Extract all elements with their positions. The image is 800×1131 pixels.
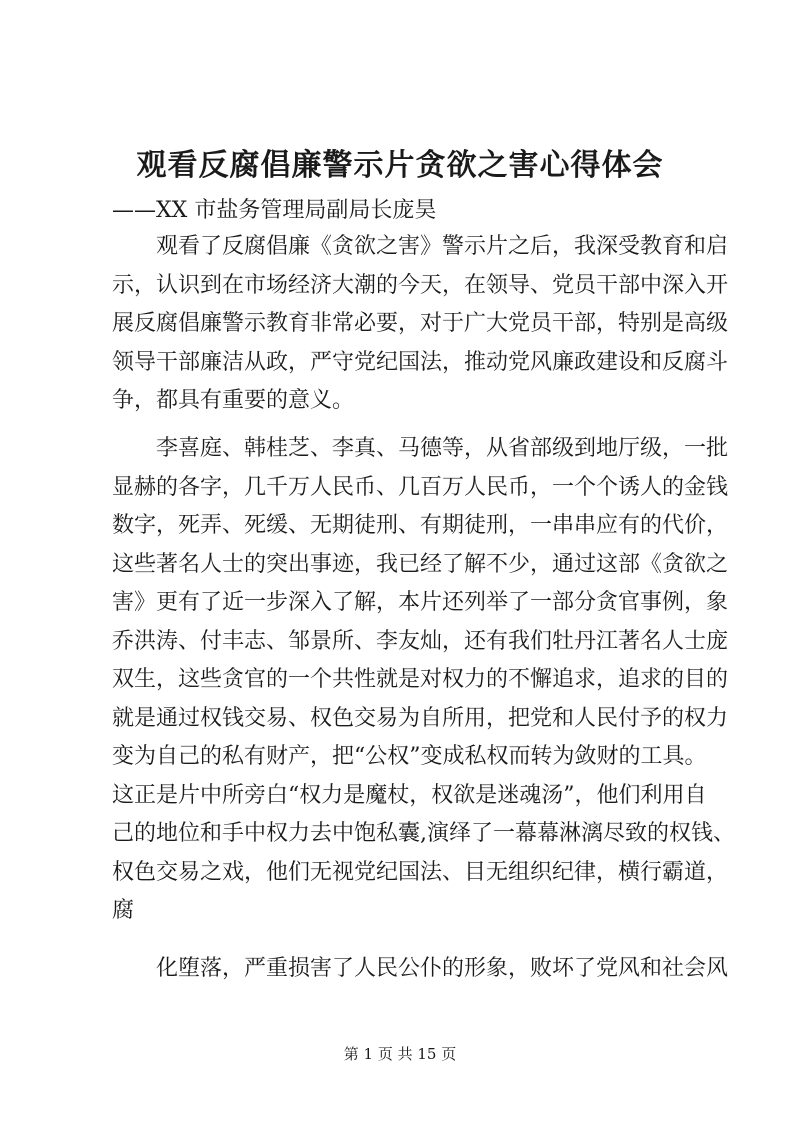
document-subtitle: ——XX 市盐务管理局副局长庞昊 [112, 198, 437, 223]
text-line: 乔洪涛、付丰志、邹景所、李友灿，还有我们牡丹江著名人士庞 [112, 628, 729, 654]
text-line: 数字，死弄、死缓、无期徒刑、有期徒刑，一串串应有的代价， [112, 513, 729, 538]
text-line: 观看了反腐倡廉《贪欲之害》警示片之后，我深受教育和启 [156, 234, 729, 259]
document-title: 观看反腐倡廉警示片贪欲之害心得体会 [136, 148, 664, 183]
text-line: 李喜庭、韩桂芝、李真、马德等，从省部级到地厅级，一批 [156, 436, 729, 461]
text-line: 领导干部廉洁从政，严守党纪国法，推动党风廉政建设和反腐斗 [112, 349, 729, 375]
text-line: 权色交易之戏，他们无视党纪国法、目无组织纪律，横行霸道， [112, 859, 729, 885]
text-line: 己的地位和手中权力去中饱私囊,演绎了一幕幕淋漓尽致的权钱、 [112, 821, 735, 846]
text-line: 显赫的各字，几千万人民币、几百万人民币，一个个诱人的金钱 [112, 474, 729, 500]
text-line: 害》更有了近一步深入了解，本片还列举了一部分贪官事例，象 [112, 590, 729, 615]
text-line: 展反腐倡廉警示教育非常必要，对于广大党员干部，特别是高级 [112, 311, 729, 336]
text-line: 这正是片中所旁白“权力是魔杖，权欲是迷魂汤”，他们利用自 [112, 782, 707, 808]
paragraph-3 [112, 950, 729, 989]
text-line: 这些著名人士的突出事迹，我已经了解不少，通过这部《贪欲之 [112, 551, 729, 577]
paragraph-2 [112, 430, 735, 931]
paragraph-1 [112, 228, 729, 421]
text-line: 双生，这些贪官的一个共性就是对权力的不懈追求，追求的目的 [112, 667, 729, 692]
text-line: 腐 [112, 898, 135, 923]
page-number: 第 1 页 共 15 页 [343, 1045, 457, 1063]
text-line: 争，都具有重要的意义。 [112, 388, 355, 413]
text-line: 就是通过权钱交易、权色交易为自所用，把党和人民付予的权力 [112, 705, 729, 731]
text-line: 示，认识到在市场经济大潮的今天，在领导、党员干部中深入开 [112, 272, 729, 298]
text-line: 化堕落，严重损害了人民公仆的形象，败坏了党风和社会风 [156, 956, 729, 981]
text-line: 变为自己的私有财产，把“公权”变成私权而转为敛财的工具。 [112, 744, 707, 769]
